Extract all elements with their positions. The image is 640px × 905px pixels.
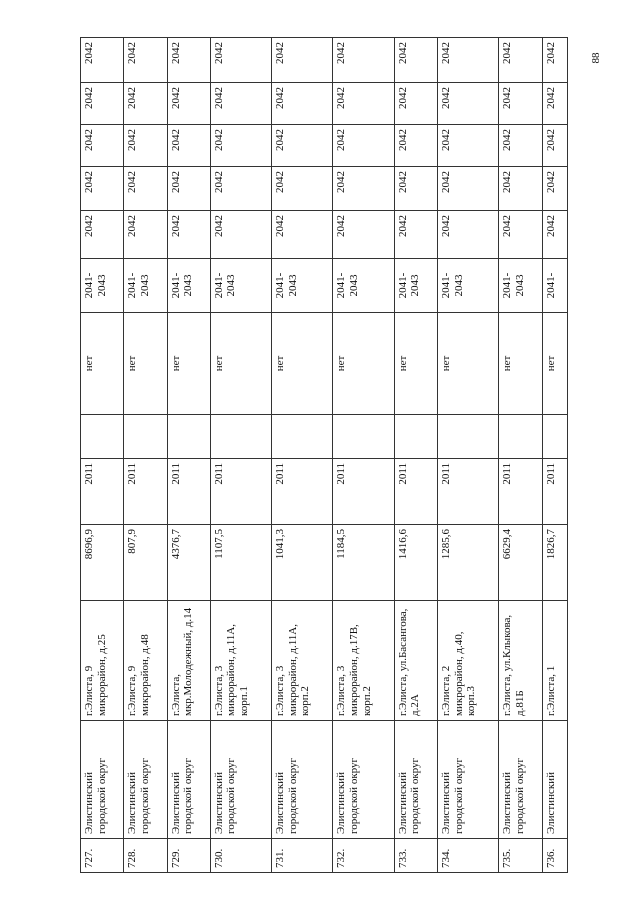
year-1: 2042: [542, 211, 567, 259]
year-2: 2042: [438, 167, 499, 211]
year-5: 2042: [81, 38, 124, 83]
year-4: 2042: [499, 83, 542, 125]
empty-cell: [499, 415, 542, 459]
flag: нет: [210, 313, 271, 415]
row-number: 733.: [394, 839, 437, 873]
row-number: 734.: [438, 839, 499, 873]
year-5: 2042: [438, 38, 499, 83]
table-row: [394, 38, 437, 873]
year: 2011: [333, 459, 394, 525]
flag: нет: [81, 313, 124, 415]
year: 2011: [167, 459, 210, 525]
empty-cell: [210, 415, 271, 459]
empty-cell: [333, 415, 394, 459]
year-2: 2042: [210, 167, 271, 211]
address: г.Элиста, 3 микрорайон, д.11А, корп.1: [210, 601, 271, 721]
address: г.Элиста, 3 микрорайон, д.11А, корп.2: [272, 601, 333, 721]
period: 2041-2043: [81, 259, 124, 313]
flag: нет: [124, 313, 167, 415]
address: г.Элиста, ул.Клыкова, д.81Б: [499, 601, 542, 721]
area-value: 1041,3: [272, 525, 333, 601]
year: 2011: [542, 459, 567, 525]
area-value: 1826,7: [542, 525, 567, 601]
year-5: 2042: [333, 38, 394, 83]
municipality: Элистинский городской округ: [499, 721, 542, 839]
year-3: 2042: [542, 125, 567, 167]
period: 2041-2043: [167, 259, 210, 313]
year-3: 2042: [394, 125, 437, 167]
year-5: 2042: [542, 38, 567, 83]
period: 2041-2043: [394, 259, 437, 313]
row-number: 736.: [542, 839, 567, 873]
year-5: 2042: [167, 38, 210, 83]
year: 2011: [499, 459, 542, 525]
area-value: 4376,7: [167, 525, 210, 601]
municipality: Элистинский городской округ: [333, 721, 394, 839]
row-number: 729.: [167, 839, 210, 873]
table-row: [542, 38, 567, 873]
table-row: [499, 38, 542, 873]
year-1: 2042: [438, 211, 499, 259]
year-1: 2042: [167, 211, 210, 259]
municipality: Элистинский городской округ: [438, 721, 499, 839]
empty-cell: [438, 415, 499, 459]
period: 2041-2043: [272, 259, 333, 313]
housing-table: [80, 37, 568, 873]
municipality: Элистинский городской округ: [210, 721, 271, 839]
table-row: [272, 38, 333, 873]
year-2: 2042: [167, 167, 210, 211]
flag: нет: [499, 313, 542, 415]
period: 2041-2043: [210, 259, 271, 313]
year-3: 2042: [210, 125, 271, 167]
table-row: [438, 38, 499, 873]
year-3: 2042: [438, 125, 499, 167]
year-2: 2042: [542, 167, 567, 211]
row-number: 727.: [81, 839, 124, 873]
year: 2011: [81, 459, 124, 525]
year-4: 2042: [124, 83, 167, 125]
address: г.Элиста, 9 микрорайон, д.48: [124, 601, 167, 721]
year: 2011: [210, 459, 271, 525]
year-1: 2042: [333, 211, 394, 259]
area-value: 8696,9: [81, 525, 124, 601]
row-number: 728.: [124, 839, 167, 873]
flag: нет: [542, 313, 567, 415]
empty-cell: [542, 415, 567, 459]
year: 2011: [272, 459, 333, 525]
municipality: Элистинский городской округ: [167, 721, 210, 839]
table-row: [167, 38, 210, 873]
table-body: [81, 38, 568, 873]
municipality: Элистинский городской округ: [124, 721, 167, 839]
year: 2011: [394, 459, 437, 525]
year: 2011: [124, 459, 167, 525]
period: 2041-2043: [124, 259, 167, 313]
address: г.Элиста, ул.Басангова, д.2А: [394, 601, 437, 721]
year-1: 2042: [124, 211, 167, 259]
area-value: 1285,6: [438, 525, 499, 601]
period: 2041-2043: [499, 259, 542, 313]
year-5: 2042: [394, 38, 437, 83]
year-3: 2042: [272, 125, 333, 167]
municipality: Элистинский: [542, 721, 567, 839]
municipality: Элистинский городской округ: [394, 721, 437, 839]
empty-cell: [394, 415, 437, 459]
year-2: 2042: [394, 167, 437, 211]
municipality: Элистинский городской округ: [272, 721, 333, 839]
row-number: 735.: [499, 839, 542, 873]
address: г.Элиста, 1: [542, 601, 567, 721]
year-2: 2042: [81, 167, 124, 211]
row-number: 732.: [333, 839, 394, 873]
year-4: 2042: [210, 83, 271, 125]
year-5: 2042: [210, 38, 271, 83]
table-row: [124, 38, 167, 873]
address: г.Элиста, 3 микрорайон, д.17В, корп.2: [333, 601, 394, 721]
row-number: 730.: [210, 839, 271, 873]
year: 2011: [438, 459, 499, 525]
year-1: 2042: [272, 211, 333, 259]
year-2: 2042: [124, 167, 167, 211]
year-4: 2042: [333, 83, 394, 125]
municipality: Элистинский городской округ: [81, 721, 124, 839]
year-5: 2042: [272, 38, 333, 83]
year-1: 2042: [81, 211, 124, 259]
area-value: 1107,5: [210, 525, 271, 601]
address: г.Элиста, мкр.Молодежный, д.14: [167, 601, 210, 721]
period: 2041-2043: [333, 259, 394, 313]
year-4: 2042: [272, 83, 333, 125]
period: 2041-2043: [438, 259, 499, 313]
empty-cell: [167, 415, 210, 459]
year-4: 2042: [394, 83, 437, 125]
year-5: 2042: [499, 38, 542, 83]
area-value: 6629,4: [499, 525, 542, 601]
flag: нет: [272, 313, 333, 415]
page-number: 88: [590, 52, 602, 64]
year-4: 2042: [542, 83, 567, 125]
area-value: 1184,5: [333, 525, 394, 601]
year-3: 2042: [333, 125, 394, 167]
area-value: 807,9: [124, 525, 167, 601]
address: г.Элиста, 2 микрорайон, д.40, корп.3: [438, 601, 499, 721]
year-4: 2042: [81, 83, 124, 125]
empty-cell: [272, 415, 333, 459]
year-3: 2042: [124, 125, 167, 167]
table-row: [81, 38, 124, 873]
address: г.Элиста, 9 микрорайон, д.25: [81, 601, 124, 721]
empty-cell: [124, 415, 167, 459]
year-4: 2042: [167, 83, 210, 125]
year-1: 2042: [499, 211, 542, 259]
year-1: 2042: [210, 211, 271, 259]
rotated-page: [80, 38, 568, 873]
table-row: [333, 38, 394, 873]
flag: нет: [333, 313, 394, 415]
year-4: 2042: [438, 83, 499, 125]
year-2: 2042: [333, 167, 394, 211]
period: 2041-: [542, 259, 567, 313]
area-value: 1416,6: [394, 525, 437, 601]
year-3: 2042: [499, 125, 542, 167]
flag: нет: [438, 313, 499, 415]
flag: нет: [394, 313, 437, 415]
table-row: [210, 38, 271, 873]
row-number: 731.: [272, 839, 333, 873]
year-3: 2042: [167, 125, 210, 167]
flag: нет: [167, 313, 210, 415]
empty-cell: [81, 415, 124, 459]
year-3: 2042: [81, 125, 124, 167]
year-2: 2042: [499, 167, 542, 211]
year-1: 2042: [394, 211, 437, 259]
year-5: 2042: [124, 38, 167, 83]
year-2: 2042: [272, 167, 333, 211]
